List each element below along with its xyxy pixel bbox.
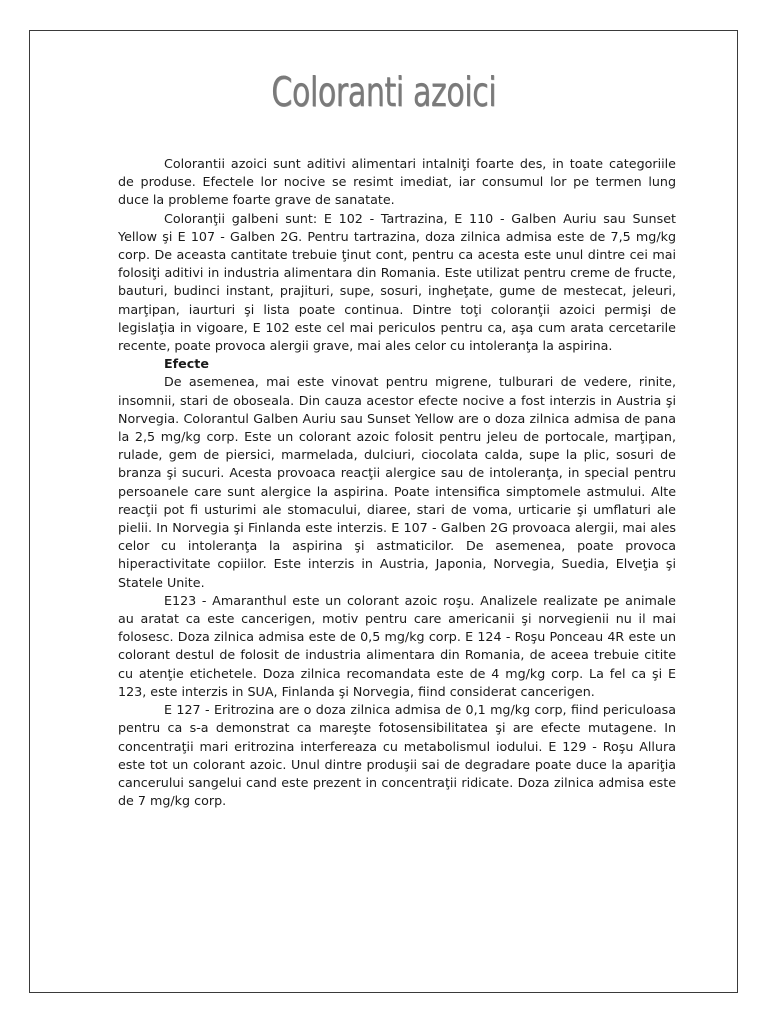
paragraph: De asemenea, mai este vinovat pentru migrene, tulburari de vedere, rinite, insomnii, stari de oboseala. Din cauza acestor efecte nocive a fost interzis in Austria şi Norvegia. Colorantul Galben Auriu sau Sunset Yellow are o doza zilnica admisa de pana la 2,5 mg/kg corp. Este un colorant azoic folosit pentru jeleu de portocale, marţipan, rulade, gem de piersici, marmelada, dulciuri, ciocolata calda, supe la plic, sosuri de branza şi sucuri. Acesta provoaca reacţii alergice sau de intoleranţa, in special pentru persoanele care sunt alergice la aspirina. Poate intensifica simptomele astmului. Alte reacţii pot fi usturimi ale stomacului, diaree, stari de voma, urticarie şi umflaturi ale pielii. In Norvegia şi Finlanda este interzis. E 107 - Galben 2G provoaca alergii, mai ales celor cu intoleranţa la aspirina şi astmaticilor. De asemenea, poate provoca hiperactivitate copiilor. Este interzis in Austria, Japonia, Norvegia, Suedia, Elveţia şi Statele Unite.: [118, 374, 676, 590]
paragraph: E 127 - Eritrozina are o doza zilnica admisa de 0,1 mg/kg corp, fiind periculoasa pentru ca s-a demonstrat ca mareşte fotosensibilitatea şi are efecte mutagene. In concentraţii mari eritrozina interfereaza cu metabolismul iodului. E 129 - Roşu Allura este tot un colorant azoic. Unul dintre produşii sai de degradare poate duce la apariţia cancerului sangelui cand este prezent in concentraţii ridicate. Doza zilnica admisa este de 7 mg/kg corp.: [118, 702, 676, 809]
document-body: [118, 155, 676, 810]
paragraph: Coloranţii galbeni sunt: E 102 - Tartrazina, E 110 - Galben Auriu sau Sunset Yellow şi E 107 - Galben 2G. Pentru tartrazina, doza zilnica admisa este de 7,5 mg/kg corp. De aceasta cantitate trebuie ţinut cont, pentru ca acesta este unul dintre cei mai folosiţi aditivi in industria alimentara din Romania. Este utilizat pentru creme de fructe, bauturi, budinci instant, prajituri, supe, sosuri, ingheţate, gume de mestecat, jeleuri, marţipan, iaurturi şi lista poate continua. Dintre toţi coloranţii azoici permişi de legislaţia in vigoare, E 102 este cel mai periculos pentru ca, aşa cum arata cercetarile recente, poate provoca alergii grave, mai ales celor cu intoleranţa la aspirina.: [118, 210, 676, 354]
document-page: [29, 30, 738, 993]
paragraph: Colorantii azoici sunt aditivi alimentari intalniţi foarte des, in toate categoriile de produse. Efectele lor nocive se resimt imediat, iar consumul lor pe termen lung duce la probleme foarte grave de sanatate.: [118, 156, 676, 208]
paragraph: E123 - Amaranthul este un colorant azoic roşu. Analizele realizate pe animale au aratat ca este cancerigen, motiv pentru care americanii şi norvegienii nu il mai folosesc. Doza zilnica admisa este de 0,5 mg/kg corp. E 124 - Roşu Ponceau 4R este un colorant destul de folosit de industria alimentara din Romania, de aceea trebuie citite cu atenţie etichetele. Doza zilnica recomandata este de 4 mg/kg corp. La fel ca şi E 123, este interzis in SUA, Finlanda şi Norvegia, fiind considerat cancerigen.: [118, 592, 676, 699]
section-heading: Efecte: [164, 356, 209, 372]
title-block: [30, 69, 737, 117]
document-title: Coloranti azoici: [271, 69, 496, 117]
